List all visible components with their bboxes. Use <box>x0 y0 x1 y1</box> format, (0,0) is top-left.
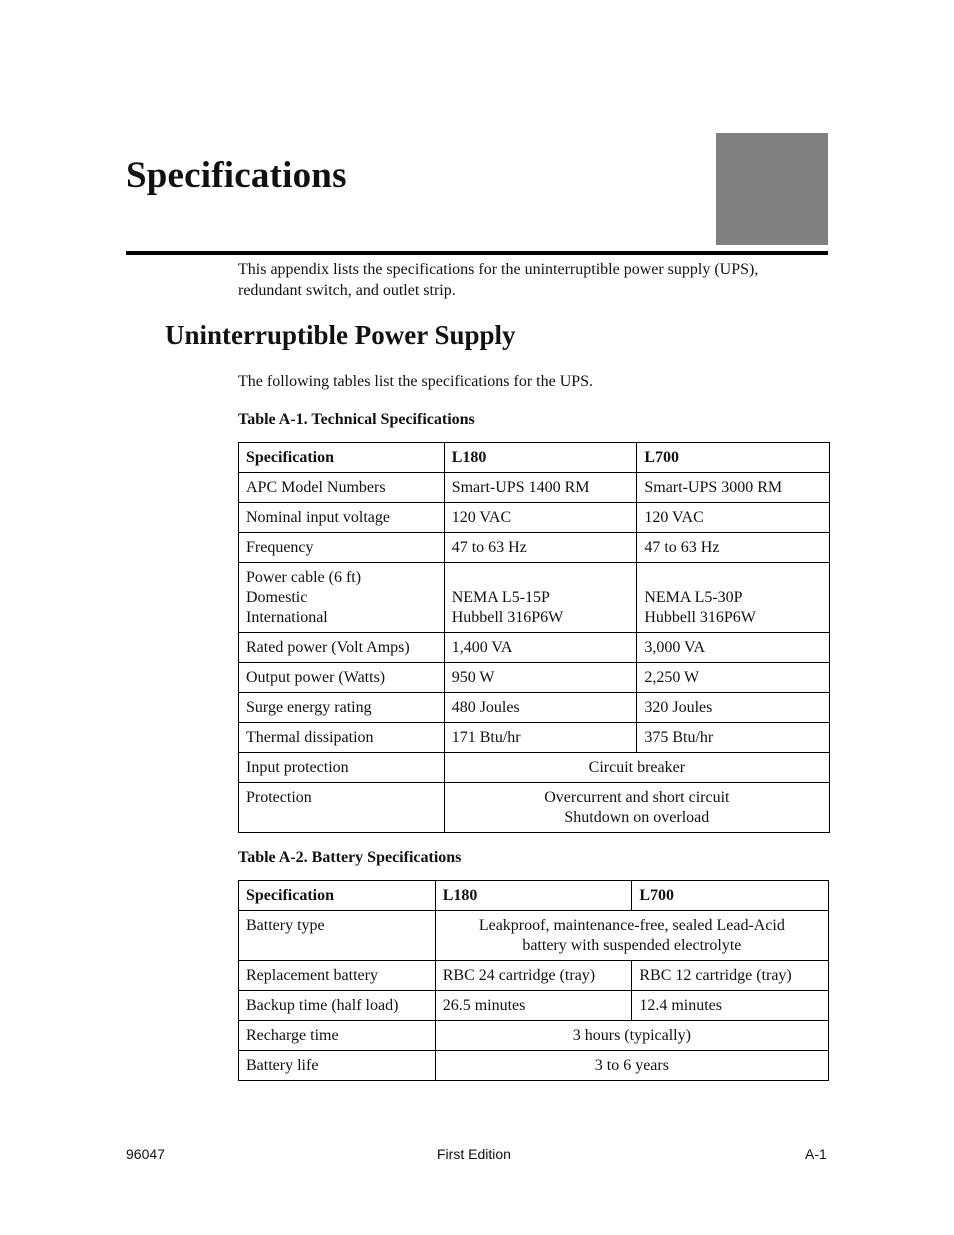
header-cell: Specification <box>239 443 445 473</box>
table-cell: 375 Btu/hr <box>637 723 830 753</box>
table-row <box>239 961 829 991</box>
table1-caption: Table A-1. Technical Specifications <box>238 411 475 428</box>
table-cell: 1,400 VA <box>444 633 637 663</box>
table-cell <box>637 563 830 633</box>
table-cell <box>444 783 829 833</box>
table-row <box>239 991 829 1021</box>
battery-type-line-2: battery with suspended electrolyte <box>522 937 742 954</box>
row-label: Output power (Watts) <box>239 663 445 693</box>
cable-l180-domestic: NEMA L5-15P <box>451 589 550 606</box>
battery-type-line-1: Leakproof, maintenance-free, sealed Lead-Acid <box>478 917 785 934</box>
table-cell: 26.5 minutes <box>435 991 632 1021</box>
table-row <box>239 753 830 783</box>
table-cell: 120 VAC <box>444 503 637 533</box>
table-cell: 171 Btu/hr <box>444 723 637 753</box>
table-cell: 120 VAC <box>637 503 830 533</box>
row-label: Input protection <box>239 753 445 783</box>
table-cell: 3 to 6 years <box>435 1051 828 1081</box>
table-cell: 3 hours (typically) <box>435 1021 828 1051</box>
table-cell: 320 Joules <box>637 693 830 723</box>
page-title: Specifications <box>126 155 347 196</box>
row-label: Replacement battery <box>239 961 436 991</box>
table-cell: Circuit breaker <box>444 753 829 783</box>
table-cell: 3,000 VA <box>637 633 830 663</box>
table2-caption: Table A-2. Battery Specifications <box>238 849 462 866</box>
header-cell: L700 <box>637 443 830 473</box>
row-label: Thermal dissipation <box>239 723 445 753</box>
table-row <box>239 663 830 693</box>
table-cell: Smart-UPS 3000 RM <box>637 473 830 503</box>
row-label: Surge energy rating <box>239 693 445 723</box>
table-cell: 47 to 63 Hz <box>444 533 637 563</box>
battery-specifications-table <box>238 880 829 1081</box>
cable-l700-domestic: NEMA L5-30P <box>644 589 743 606</box>
chapter-tab-block <box>716 133 828 245</box>
table-cell: 950 W <box>444 663 637 693</box>
header-cell: L180 <box>444 443 637 473</box>
cable-label: Power cable (6 ft) <box>246 569 362 586</box>
footer-doc-number: 96047 <box>126 1146 165 1162</box>
table-row <box>239 693 830 723</box>
table-row <box>239 911 829 961</box>
row-label: Frequency <box>239 533 445 563</box>
table-header-row <box>239 881 829 911</box>
table-row <box>239 723 830 753</box>
table-cell: Smart-UPS 1400 RM <box>444 473 637 503</box>
table-cell: RBC 24 cartridge (tray) <box>435 961 632 991</box>
row-label: Backup time (half load) <box>239 991 436 1021</box>
row-label: APC Model Numbers <box>239 473 445 503</box>
row-label: Rated power (Volt Amps) <box>239 633 445 663</box>
row-label: Protection <box>239 783 445 833</box>
table-row <box>239 533 830 563</box>
intro-paragraph: This appendix lists the specifications for the uninterruptible power supply (UPS), redundant switch, and outlet strip. <box>238 261 759 299</box>
protection-line-1: Overcurrent and short circuit <box>544 789 730 806</box>
table-cell: 12.4 minutes <box>632 991 829 1021</box>
cable-l180-international: Hubbell 316P6W <box>451 609 564 626</box>
row-label: Battery type <box>239 911 436 961</box>
section-heading: Uninterruptible Power Supply <box>165 320 516 350</box>
header-cell: L700 <box>632 881 829 911</box>
table-row <box>239 473 830 503</box>
table-row <box>239 503 830 533</box>
cable-international-label: International <box>246 609 328 626</box>
table-header-row <box>239 443 830 473</box>
table-cell: 47 to 63 Hz <box>637 533 830 563</box>
cable-domestic-label: Domestic <box>246 589 308 606</box>
title-rule <box>126 251 828 255</box>
row-label: Recharge time <box>239 1021 436 1051</box>
table-row <box>239 1051 829 1081</box>
table-cell <box>444 563 637 633</box>
row-label <box>239 563 445 633</box>
row-label: Nominal input voltage <box>239 503 445 533</box>
table-row <box>239 633 830 663</box>
table-cell: 480 Joules <box>444 693 637 723</box>
footer-page-number: A-1 <box>805 1146 827 1162</box>
table-row <box>239 563 830 633</box>
header-cell: Specification <box>239 881 436 911</box>
footer-edition: First Edition <box>437 1146 511 1162</box>
row-label: Battery life <box>239 1051 436 1081</box>
technical-specifications-table <box>238 442 830 833</box>
table-cell: 2,250 W <box>637 663 830 693</box>
lead-paragraph: The following tables list the specifications for the UPS. <box>238 373 594 390</box>
header-cell: L180 <box>435 881 632 911</box>
protection-line-2: Shutdown on overload <box>564 809 710 826</box>
table-row <box>239 1021 829 1051</box>
table-cell: RBC 12 cartridge (tray) <box>632 961 829 991</box>
table-cell <box>435 911 828 961</box>
cable-l700-international: Hubbell 316P6W <box>644 609 756 626</box>
table-row <box>239 783 830 833</box>
